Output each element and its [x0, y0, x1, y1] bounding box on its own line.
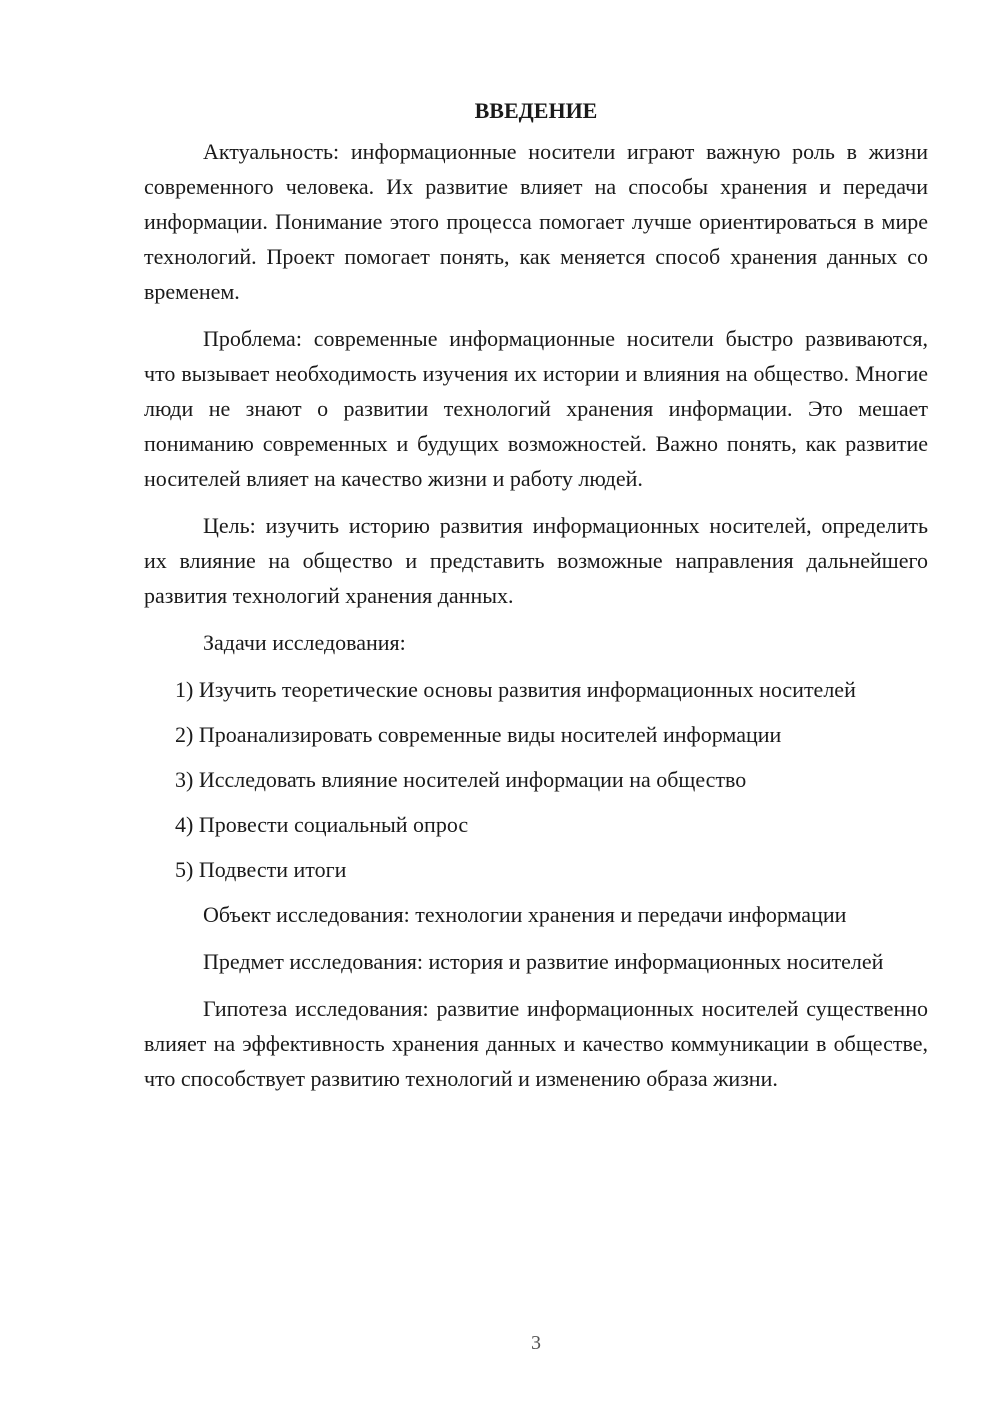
task-item: 3) Исследовать влияние носителей информации на общество	[175, 767, 747, 792]
hypothesis-paragraph: Гипотеза исследования: развитие информационных носителей существенно влияет на эффективность хранения данных и качество коммуникации в обществе, что способствует развитию технологий и изменению образа жизни.	[144, 996, 928, 1091]
page-content	[144, 93, 928, 1108]
tasks-heading: Задачи исследования:	[203, 630, 406, 655]
object-paragraph: Объект исследования: технологии хранения и передачи информации	[203, 902, 847, 927]
task-item: 4) Провести социальный опрос	[175, 812, 469, 837]
page-number: 3	[531, 1332, 541, 1354]
problem-paragraph: Проблема: современные информационные носители быстро развиваются, что вызывает необходимость изучения их истории и влияния на общество. Многие люди не знают о развитии технологий хранения информации. Это мешает пониманию современных и будущих возможностей. Важно понять, как развитие носителей влияет на качество жизни и работу людей.	[144, 326, 928, 491]
task-item: 5) Подвести итоги	[175, 857, 347, 882]
task-item: 2) Проанализировать современные виды носителей информации	[175, 722, 782, 747]
page-title: ВВЕДЕНИЕ	[474, 98, 598, 123]
goal-paragraph: Цель: изучить историю развития информационных носителей, определить их влияние на общество и представить возможные направления дальнейшего развития технологий хранения данных.	[144, 513, 928, 608]
task-item: 1) Изучить теоретические основы развития информационных носителей	[175, 677, 856, 702]
subject-paragraph: Предмет исследования: история и развитие информационных носителей	[203, 949, 884, 974]
relevance-paragraph: Актуальность: информационные носители играют важную роль в жизни современного человека. Их развитие влияет на способы хранения и передачи информации. Понимание этого процесса помогает лучше ориентироваться в мире технологий. Проект помогает понять, как меняется способ хранения данных со временем.	[144, 139, 928, 304]
